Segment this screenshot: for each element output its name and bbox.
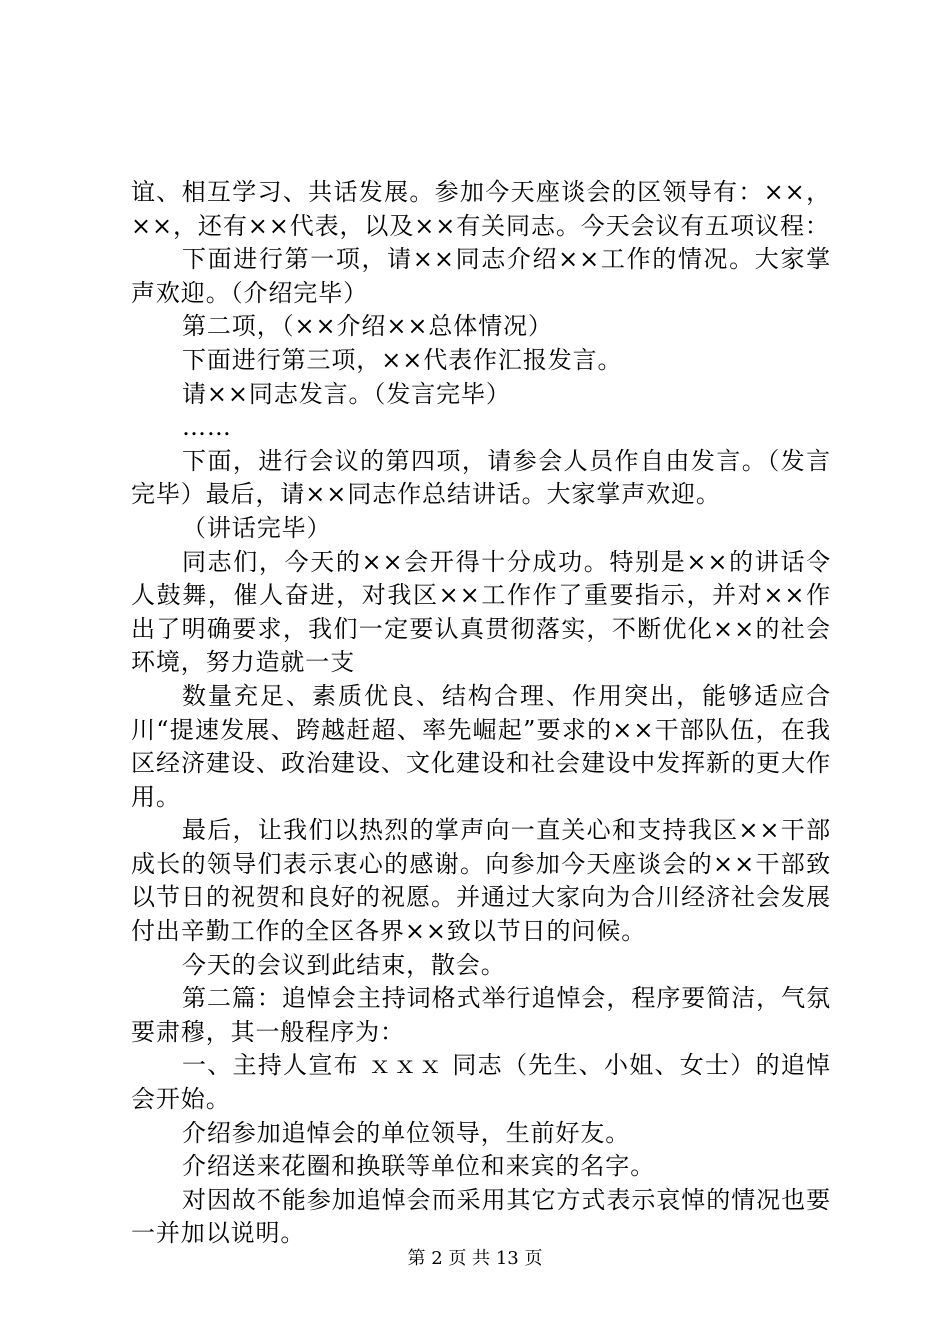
paragraph: 一、主持人宣布 ｘｘｘ 同志（先生、小姐、女士）的追悼会开始。	[131, 1051, 831, 1114]
paragraph: 介绍送来花圈和换联等单位和来宾的名字。	[182, 1152, 656, 1181]
paragraph: （讲话完毕）	[182, 513, 332, 542]
paragraph: ……	[182, 413, 232, 442]
paragraph: 第二项，（××介绍××总体情况）	[182, 312, 553, 341]
paragraph: 谊、相互学习、共话发展。参加今天座谈会的区领导有：××，××，还有××代表，以及××有关同志。今天会议有五项议程：	[131, 178, 831, 240]
paragraph: 介绍参加追悼会的单位领导，生前好友。	[182, 1118, 631, 1147]
paragraph: 下面进行第一项，请××同志介绍××工作的情况。大家掌声欢迎。（介绍完毕）	[131, 245, 831, 307]
paragraph: 对因故不能参加追悼会而采用其它方式表示哀悼的情况也要一并加以说明。	[131, 1185, 831, 1248]
paragraph: 下面进行第三项，××代表作汇报发言。	[182, 345, 623, 374]
paragraph: 请××同志发言。（发言完毕）	[182, 379, 511, 408]
paragraph: 同志们，今天的××会开得十分成功。特别是××的讲话令人鼓舞，催人奋进，对我区××工作作了重要指示，并对××作出了明确要求，我们一定要认真贯彻落实，不断优化××的社会环境，努力造就一支	[131, 547, 831, 677]
paragraph: 今天的会议到此结束，散会。	[182, 950, 506, 979]
page-number-footer: 第 2 页 共 13 页	[407, 1248, 543, 1269]
paragraph: 第二篇：追悼会主持词格式举行追悼会，程序要简洁，气氛要肃穆，其一般程序为：	[131, 984, 831, 1046]
paragraph: 最后，让我们以热烈的掌声向一直关心和支持我区××干部成长的领导们表示衷心的感谢。向参加今天座谈会的××干部致以节日的祝贺和良好的祝愿。并通过大家向为合川经济社会发展付出辛勤工作的全区各界××致以节日的问候。	[131, 816, 831, 946]
paragraph: 数量充足、素质优良、结构合理、作用突出，能够适应合川“提速发展、跨越赶超、率先崛起”要求的××干部队伍，在我区经济建设、政治建设、文化建设和社会建设中发挥新的更大作用。	[131, 681, 831, 811]
document-body	[131, 176, 831, 1251]
paragraph: 下面，进行会议的第四项，请参会人员作自由发言。（发言完毕）最后，请××同志作总结讲话。大家掌声欢迎。	[131, 446, 831, 509]
